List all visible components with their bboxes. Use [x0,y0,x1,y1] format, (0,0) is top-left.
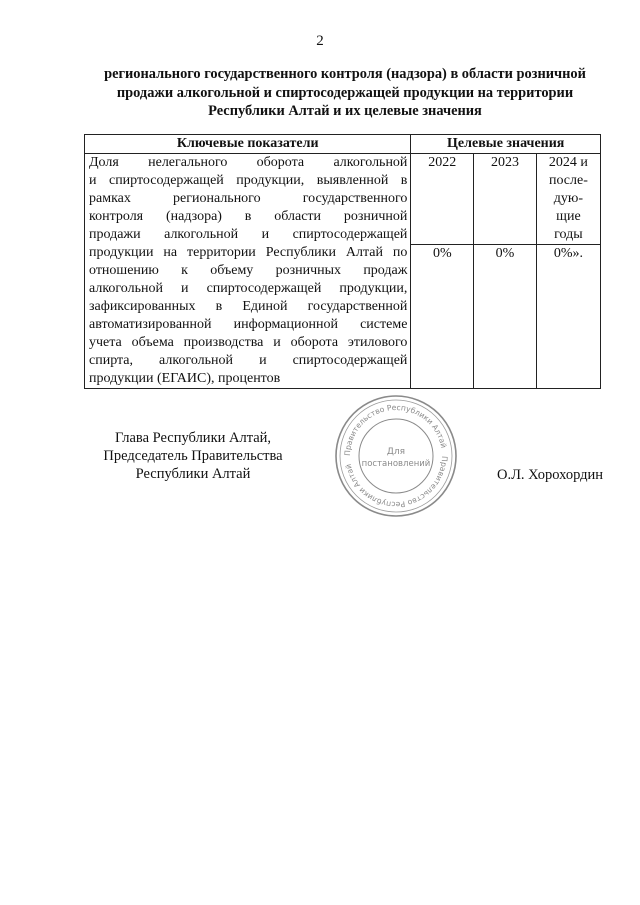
indicators-table [84,134,601,389]
signatory-title-line: Глава Республики Алтай, [114,430,272,446]
signatory-name: О.Л. Хорохордин [497,467,604,483]
year-line: щие [556,209,581,224]
document-heading [85,65,605,121]
official-seal [332,392,460,520]
signatory-title-line: Председатель Правительства [103,448,283,464]
header-targets: Целевые значения [411,135,601,154]
indicator-line: отношению к объему розничных продаж [89,263,408,278]
year-line: годы [554,227,583,242]
indicator-description [85,154,411,389]
heading-line: Республики Алтай и их целевые значения [208,103,482,119]
table-row [85,154,601,245]
header-indicators: Ключевые показатели [85,135,411,154]
value-2022: 0% [411,245,474,389]
year-line: 2024 и [548,155,588,170]
table-header-row [85,135,601,154]
page-number: 2 [316,33,324,49]
indicator-line: учета объема производства и оборота этилового [89,335,408,350]
year-2023 [474,154,537,245]
indicator-line: и спиртосодержащей продукции, выявленной в [89,173,408,188]
year-2022 [411,154,474,245]
indicator-line: рамках регионального государственного [89,191,408,206]
year-line: 2023 [491,155,519,170]
heading-line: регионального государственного контроля (надзора) в области розничной [104,66,586,82]
value-2023: 0% [474,245,537,389]
indicator-line: продажи алкогольной и спиртосодержащей [89,227,408,242]
indicator-line: Доля нелегального оборота алкогольной [89,155,408,170]
indicator-line: спирта, алкогольной и спиртосодержащей [89,353,408,368]
value-2024-plus: 0%». [536,245,600,389]
indicator-line: контроля (надзора) в области розничной [89,209,408,224]
indicator-line: продукции на территории Республики Алтай по [89,245,408,260]
indicator-line: автоматизированной информационной системе [89,317,408,332]
indicator-line: продукции (ЕГАИС), процентов [89,371,281,386]
seal-center-line: Для [386,447,406,457]
year-line: дую- [553,191,584,206]
signatory-title-line: Республики Алтай [135,466,251,482]
year-line: 2022 [428,155,457,170]
indicator-line: зафиксированных в Единой государственной [89,299,408,314]
seal-ring-text: Правительство Республики Алтай [342,402,449,457]
year-2024-plus [536,154,600,245]
heading-line: продажи алкогольной и спиртосодержащей продукции на территории [116,84,574,101]
year-line: после- [548,173,588,188]
signatory-title [88,429,298,483]
seal-center-line: постановлений [361,459,431,469]
seal-ring-text: Правительство Республики Алтай [343,455,450,510]
indicator-line: алкогольной и спиртосодержащей продукции, [89,281,408,296]
